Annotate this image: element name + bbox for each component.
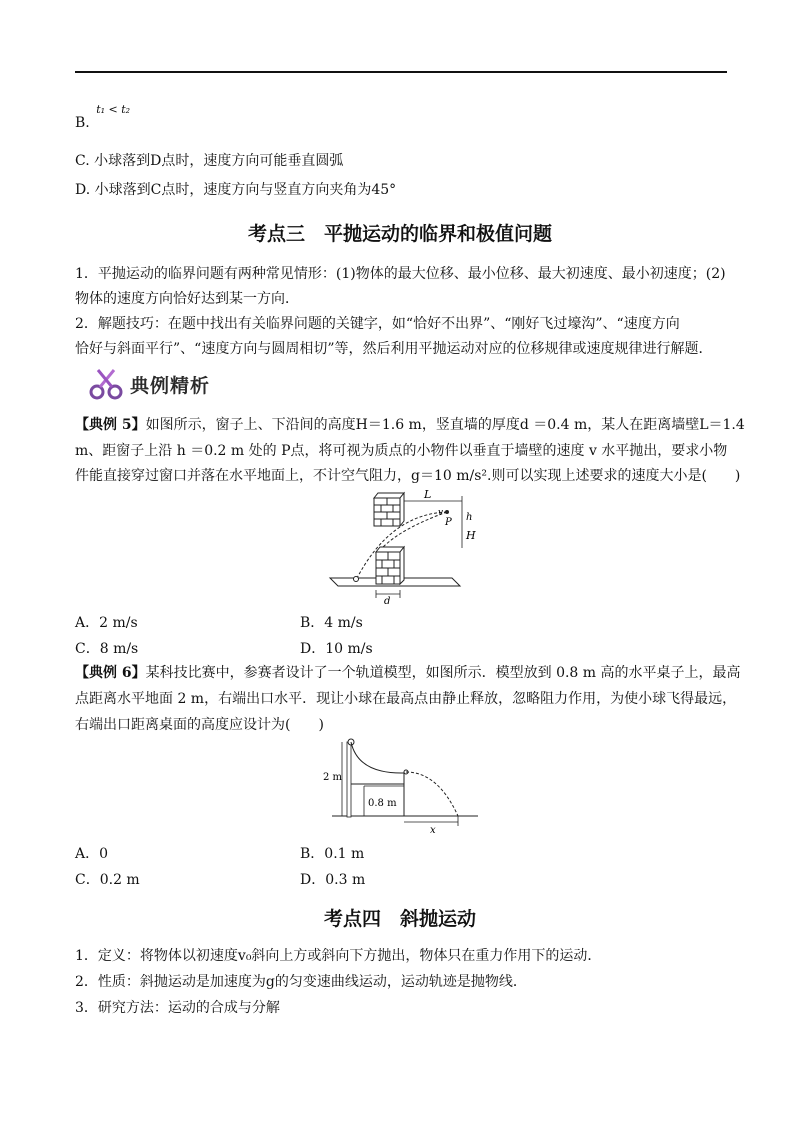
example-5-label: 【典例 5】 [75, 417, 146, 433]
example-5-figure [320, 488, 490, 604]
option-c: C. 小球落到D点时，速度方向可能垂直圆弧 [75, 153, 344, 169]
label-p: P [445, 517, 452, 528]
option-b-expr: t₁ < t₂ [96, 103, 131, 116]
example-6-option-a: A．0 [75, 846, 109, 862]
section-title-4: 考点四 斜抛运动 [323, 908, 476, 930]
label-x: x [430, 825, 436, 836]
section-title-3: 考点三 平抛运动的临界和极值问题 [247, 223, 552, 245]
label-l: L [424, 488, 432, 501]
label-v: v [438, 508, 444, 518]
example-5-line-1 [75, 416, 745, 434]
example-5-option-a: A．2 m/s [75, 615, 138, 631]
upper-wall [374, 493, 404, 526]
badge-text: 典例精析 [130, 374, 211, 397]
example-6-line-1 [75, 664, 741, 682]
section-4-method: 3．研究方法：运动的合成与分解 [75, 1000, 280, 1016]
label-big-h: H [466, 529, 476, 542]
paragraph-2-line-2: 恰好与斜面平行”、“速度方向与圆周相切”等，然后利用平抛运动对应的位移规律或速度规律进行解题． [75, 341, 713, 357]
scissors-icon [88, 368, 124, 400]
label-08m: 0.8 m [368, 798, 397, 809]
example-6-option-d: D．0.3 m [300, 872, 366, 888]
example-badge [88, 368, 210, 400]
example-6-line-3: 右端出口距离桌面的高度应设计为( ) [75, 717, 324, 733]
paragraph-2-line-1: 2．解题技巧：在题中找出有关临界问题的关键字，如“恰好不出界”、“刚好飞过壕沟”、“速度方向 [75, 316, 680, 332]
example-6-option-c: C．0.2 m [75, 872, 140, 888]
example-6-figure [318, 736, 483, 836]
point-p [445, 510, 449, 514]
paragraph-1-line-2: 物体的速度方向恰好达到某一方向． [75, 291, 299, 307]
section-4-definition: 1．定义：将物体以初速度v₀斜向上方或斜向下方抛出，物体只在重力作用下的运动． [75, 948, 602, 964]
option-d: D. 小球落到C点时，速度方向与竖直方向夹角为45° [75, 182, 397, 198]
option-b-prefix: B. [75, 115, 90, 131]
projectile-path [406, 772, 458, 816]
label-h: h [466, 512, 473, 523]
example-6-option-b: B．0.1 m [300, 846, 365, 862]
example-5-line-3: 件能直接穿过窗口并落在水平地面上，不计空气阻力，g＝10 m/s².则可以实现上述要求的速度大小是( ) [75, 468, 741, 484]
label-d: d [384, 596, 391, 604]
example-5-option-d: D．10 m/s [300, 641, 373, 657]
example-5-line-2: m、距窗子上沿 h ＝0.2 m 处的 P点，将可视为质点的小物件以垂直于墙壁的速度 v 水平抛出，要求小物 [75, 443, 728, 459]
label-2m: 2 m [323, 772, 343, 783]
paragraph-1-line-1: 1．平抛运动的临界问题有两种常见情形：(1)物体的最大位移、最小位移、最大初速度、最小初速度；(2) [75, 266, 726, 282]
example-6-label: 【典例 6】 [75, 665, 146, 681]
lower-wall [376, 547, 404, 584]
example-6-text-1: 某科技比赛中，参赛者设计了一个轨道模型，如图所示．模型放到 0.8 m 高的水平桌子上，最高 [145, 665, 741, 681]
example-5-text-1: 如图所示，窗子上、下沿间的高度H＝1.6 m，竖直墙的厚度d ＝0.4 m，某人在距离墙壁L＝1.4 [145, 417, 745, 433]
option-b [75, 103, 131, 131]
landing-ball [354, 577, 359, 582]
example-5-option-c: C．8 m/s [75, 641, 139, 657]
track-curve [351, 742, 404, 773]
header-rule [75, 71, 727, 73]
example-5-option-b: B．4 m/s [300, 615, 363, 631]
section-4-property: 2．性质：斜抛运动是加速度为g的匀变速曲线运动，运动轨迹是抛物线． [75, 974, 527, 990]
example-6-line-2: 点距离水平地面 2 m，右端出口水平．现让小球在最高点由静止释放，忽略阻力作用，为使小球飞得最远， [75, 691, 737, 707]
track-post [347, 742, 351, 817]
